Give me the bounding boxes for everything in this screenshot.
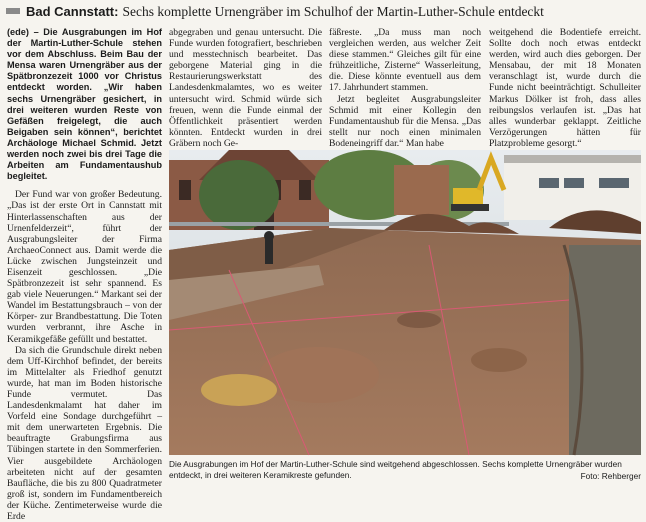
article-column-4	[489, 27, 641, 149]
headline-bar-icon	[6, 8, 20, 14]
paragraph: fäßreste. „Da muss man noch vergleichen werden, aus welcher Zeit diese stammen.“ Gleiches gilt für eine frühzeitliche, Zisterne“ Wasserleitung, die. Diese könnte eventuell aus dem 17. Jahrhundert stammen.	[329, 27, 481, 94]
photo-credit: Foto: Rehberger	[580, 470, 641, 481]
photo-caption	[169, 459, 641, 483]
article-column-2	[169, 27, 322, 149]
article-headline	[6, 3, 642, 23]
headline-title: Sechs komplette Urnengräber im Schulhof der Martin-Luther-Schule entdeckt	[122, 4, 544, 19]
paragraph: weitgehend die Bodentiefe erreicht. Sollte doch noch etwas entdeckt werden, wird auch dies geborgen. Der Mensabau, der mit 18 Monaten veranschlagt ist, wurde durch die Funde nicht beeinträchtigt. Schulleiter Markus Dölker ist froh, dass alles reibungslos verlaufen ist. „Das hat alles wunderbar geklappt. Zeitliche Verzögerungen hätten für Platzprobleme gesorgt.“	[489, 27, 641, 149]
excavation-photo	[169, 150, 641, 455]
headline-place: Bad Cannstatt:	[26, 4, 119, 19]
caption-text: Die Ausgrabungen im Hof der Martin-Luther-Schule sind weitgehend abgeschlossen. Sechs komplette Urnengräber wurden entdeckt, in drei weiteren Keramikreste gefunden.	[169, 459, 622, 480]
paragraph: Jetzt begleitet Ausgrabungsleiter Schmid mit einer Kollegin den Fundamentaushub für die Mensa. „Das stellt nur noch einen minimalen Bodeneingriff dar.“ Man habe	[329, 93, 481, 149]
article-column-1	[7, 27, 162, 522]
article-lead: (ede) – Die Ausgrabungen im Hof der Martin-Luther-Schule stehen vor dem Abschluss. Beim Bau der Mensa waren Urnengräber aus der Spätbronzezeit 1000 vor Christus entdeckt worden. „Wir haben sechs Urnengräber gesichert, in drei weiteren wurden Reste von Gefäßen freigelegt, die auch Beigaben sein können“, berichtet Archäologe Michael Schmid. Jetzt werden noch zwei bis drei Tage die Arbeiten am Fundamentaushub begleitet.	[7, 27, 162, 182]
paragraph: abgegraben und genau untersucht. Die Funde wurden fotografiert, beschrieben und messtechnisch bearbeitet. Das geborgene Material ging in die Restaurierungswerkstatt des Landesdenkmalamtes, wo es weiter untersucht wird. Schmid würde sich freuen, wenn die Funde einmal der Öffentlichkeit präsentiert werden könnten. Entdeckt wurden in drei Gräbern noch Ge-	[169, 27, 322, 149]
paragraph: Da sich die Grundschule direkt neben dem Uff-Kirchhof befindet, der bereits im Mittelalter als Friedhof genutzt wurde, hat man im Boden historische Funde vermutet. Das Landesdenkmalamt hat daher im Vorfeld eine Sondage durchgeführt – mit dem unerwarteten Ergebnis. Die beauftragte Grabungsfirma aus Tübingen startete in den Sommerferien. Vier ausgebildete Archäologen arbeiteten nicht auf der gesamten Baufläche, die bis zu 800 Quadratmeter groß ist, sondern im Fundamentbereich der Küche. Zentimeterweise wurde die Erde	[7, 344, 162, 522]
article-column-3	[329, 27, 481, 149]
paragraph: Der Fund war von großer Bedeutung. „Das ist der erste Ort in Cannstatt mit Hinterlassenschaften aus der Urnenfelderzeit“, führt der Ausgrabungsleiter der Firma ArchaeoConnect aus. Damit werde die Lücke zwischen Jungsteinzeit und Eisenzeit geschlossen. „Die Spätbronzezeit ist sehr spannend. Es gab viele Neuerungen.“ Markant sei der Wandel im Bestattungsbrauch – von der Körper- zur Brandbestattung. Die Toten wurden verbrannt, ihre Asche in Keramikgefäße gefüllt und bestattet.	[7, 189, 162, 345]
